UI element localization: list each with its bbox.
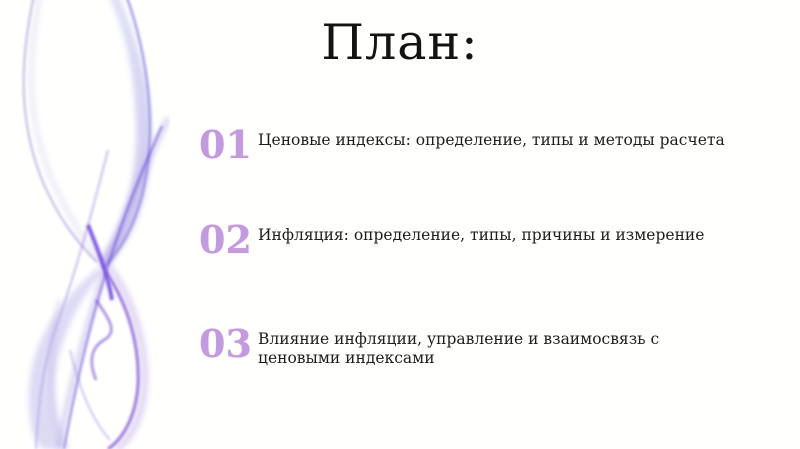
item-text: Ценовые индексы: определение, типы и методы расчета bbox=[258, 131, 725, 149]
plan-item-3 bbox=[199, 321, 733, 368]
item-text: Влияние инфляции, управление и взаимосвязь с ценовыми индексами bbox=[258, 330, 660, 367]
plan-item-2 bbox=[199, 217, 733, 262]
item-number: 03 bbox=[199, 321, 252, 366]
item-text: Инфляция: определение, типы, причины и измерение bbox=[258, 226, 705, 244]
item-number: 02 bbox=[199, 217, 252, 262]
plan-item-1 bbox=[199, 122, 733, 167]
item-number: 01 bbox=[199, 122, 252, 167]
slide-title: План: bbox=[321, 14, 479, 71]
